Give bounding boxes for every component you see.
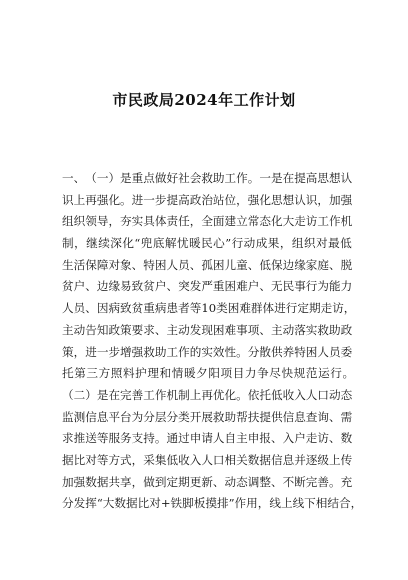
text-line: 主 动 告 知 政 策 要 求 、 主 动 发 现 困 难 事 项 、 主 动 落 实 救 助 政 <box>62 322 353 337</box>
text-line: 组 织 领 导 ， 夯 实 具 体 责 任 ， 全 面 建 立 常 态 化 大 走 访 工 作 机 <box>62 214 353 229</box>
document-body <box>62 168 363 515</box>
text-line: 识 上 再 强 化 。 进 一 步 提 高 政 治 站 位 ， 强 化 思 想 认 识 ， 加 强 <box>62 192 353 207</box>
text-line: 生 活 保 障 对 象 、 特 困 人 员 、 孤 困 儿 童 、 低 保 边 缘 家 庭 、 脱 <box>62 257 353 272</box>
text-line: 策 ， 进 一 步 增 强 救 助 工 作 的 实 效 性 。 分 散 供 养 特 困 人 员 委 <box>62 344 353 359</box>
text-line: 求 推 送 等 服 务 支 持 。 通 过 申 请 人 自 主 申 报 、 入 户 走 访 、 数 <box>62 431 353 446</box>
text-line: 制 ， 继 续 深 化 “ 兜 底 解 忧 暖 民 心 ” 行 动 成 果 ， 组 织 对 最 低 <box>62 236 352 251</box>
text-line: （ 二 ） 是 在 完 善 工 作 机 制 上 再 优 化 。 依 托 低 收 入 人 口 动 态 <box>62 387 353 402</box>
text-line: 人 员 、 因 病 致 贫 重 病 患 者 等 1 0 类 困 难 群 体 进 行 定 期 走 访 ， <box>62 301 356 316</box>
text-line: 监 测 信 息 平 台 为 分 层 分 类 开 展 救 助 帮 扶 提 供 信 息 查 询 、 需 <box>62 409 353 424</box>
text-line: 分 发 挥 “ 大 数 据 比 对 + 铁 脚 板 摸 排 ” 作 用 ， 线 上 线 下 相 结 合 ， <box>62 496 363 511</box>
text-line: 托第三方照料护理和情暖夕阳项目力争尽快规范运行。 <box>62 366 355 381</box>
text-line: 加 强 数 据 共 享 ， 做 到 定 期 更 新 、 动 态 调 整 、 不 断 完 善 。 充 <box>62 474 353 489</box>
page-title: 市民政局2024年工作计划 <box>112 91 296 109</box>
text-line: 据 比 对 等 方 式 ， 采 集 低 收 入 人 口 相 关 数 据 信 息 并 逐 级 上 传 <box>62 452 353 467</box>
text-line: 一 、 （ 一 ） 是 重 点 做 好 社 会 救 助 工 作 。 一 是 在 提 高 思 想 认 <box>62 171 353 185</box>
text-line: 贫 户 、 边 缘 易 致 贫 户 、 突 发 严 重 困 难 户 、 无 民 事 行 为 能 力 <box>62 279 353 294</box>
